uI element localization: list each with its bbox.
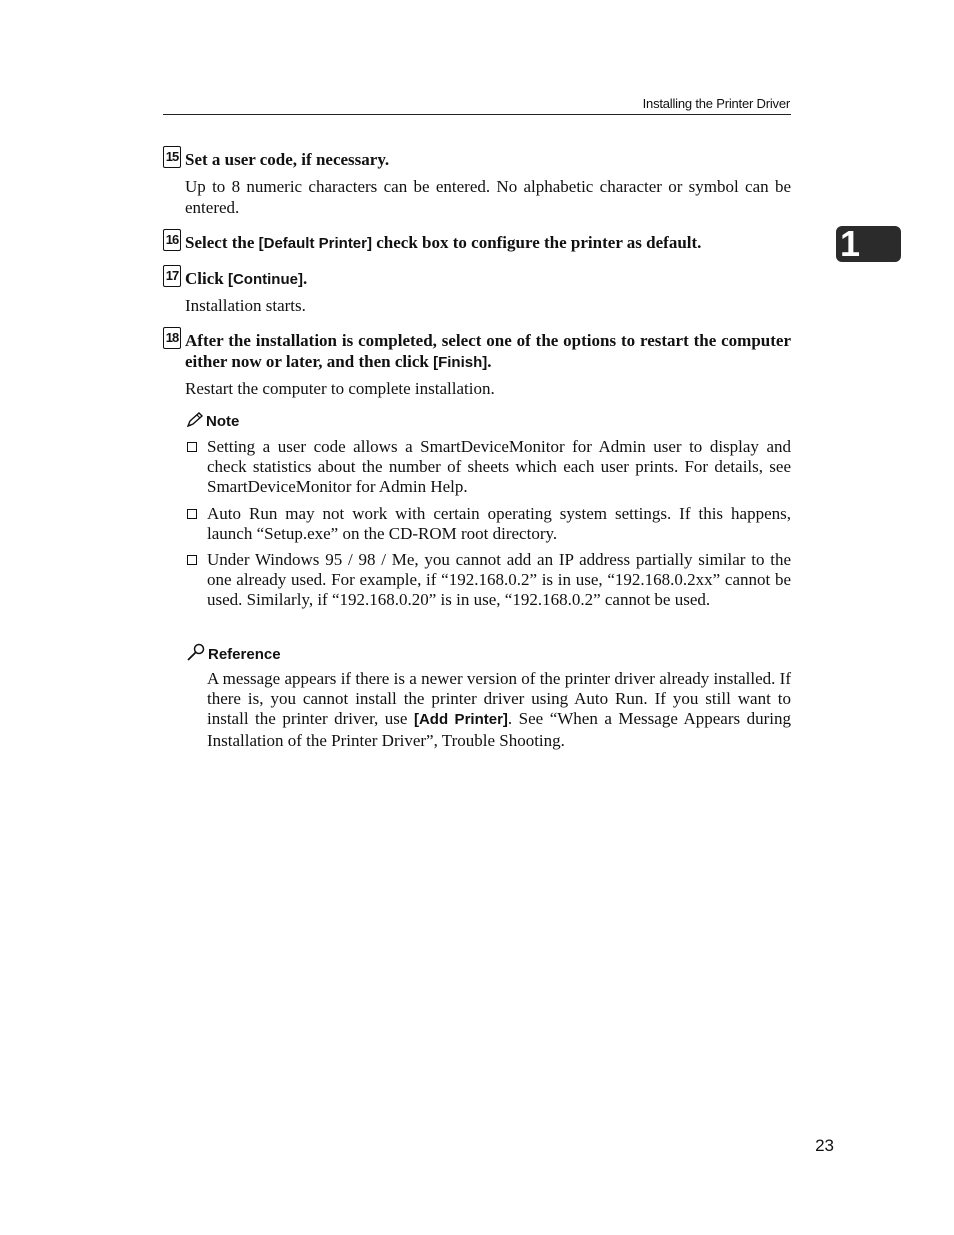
header-rule	[163, 114, 791, 115]
default-printer-key: [Default Printer]	[258, 235, 372, 252]
step-18-heading-post: .	[487, 351, 492, 371]
step-18-heading	[185, 331, 791, 373]
chapter-tab	[836, 223, 901, 264]
step-16-heading-post: check box to configure the printer as default.	[371, 233, 702, 252]
step-16-heading-pre: Select the	[185, 233, 259, 252]
step-17-heading-pre: Click	[185, 269, 228, 288]
reference-text-pre: A message appears if there is a newer version of the printer driver already installed. If there is, you cannot install the printer driver using Auto Run. If you still want to install the printer driver, use	[207, 669, 791, 729]
pencil-icon	[186, 412, 204, 428]
step-15-body: Up to 8 numeric characters can be entered. No alphabetic character or symbol can be entered.	[185, 177, 791, 217]
step-15-heading: Set a user code, if necessary.	[185, 150, 390, 169]
note-item-2: Auto Run may not work with certain operating system settings. If this happens, launch “Setup.exe” on the CD-ROM root directory.	[207, 504, 791, 544]
step-17-heading	[185, 269, 791, 291]
reference-text-post: . See “When a Message Appears during Installation of the Printer Driver”, Trouble Shooting.	[207, 709, 791, 750]
reference-heading	[186, 643, 281, 663]
add-printer-key: [Add Printer]	[413, 711, 508, 729]
reference-label: Reference	[208, 646, 281, 663]
step-17-heading-post: .	[302, 269, 308, 288]
continue-key: [Continue]	[227, 271, 303, 288]
note-label: Note	[206, 413, 240, 430]
finish-key: [Finish]	[433, 353, 488, 371]
checkbox-bullet-icon	[187, 442, 197, 452]
note-item-1: Setting a user code allows a SmartDeviceMonitor for Admin user to display and check statistics about the number of sheets which each user prints. For details, see SmartDeviceMonitor for Admin Help.	[207, 437, 791, 497]
step-17-body: Installation starts.	[185, 296, 306, 315]
note-heading	[186, 412, 239, 430]
step-number-15: 15	[163, 146, 181, 168]
reference-text	[207, 669, 791, 751]
step-18-heading-pre: After the installation is completed, select one of the options to restart the computer either now or later, and then click	[185, 331, 791, 371]
magnifier-icon	[186, 643, 206, 661]
step-number-18: 18	[163, 327, 181, 349]
chapter-number: 1	[840, 223, 861, 264]
running-header: Installing the Printer Driver	[642, 96, 790, 111]
checkbox-bullet-icon	[187, 509, 197, 519]
step-number-17: 17	[163, 265, 181, 287]
checkbox-bullet-icon	[187, 555, 197, 565]
note-item-3: Under Windows 95 / 98 / Me, you cannot add an IP address partially similar to the one already used. For example, if “192.168.0.2” is in use, “192.168.0.2xx” cannot be used. Similarly, if “192.168.0.20” is in use, “192.168.0.2” cannot be used.	[207, 550, 791, 610]
step-number-16: 16	[163, 229, 181, 251]
page-number: 23	[815, 1136, 834, 1155]
step-16-heading	[185, 233, 791, 255]
step-18-body: Restart the computer to complete installation.	[185, 379, 495, 398]
